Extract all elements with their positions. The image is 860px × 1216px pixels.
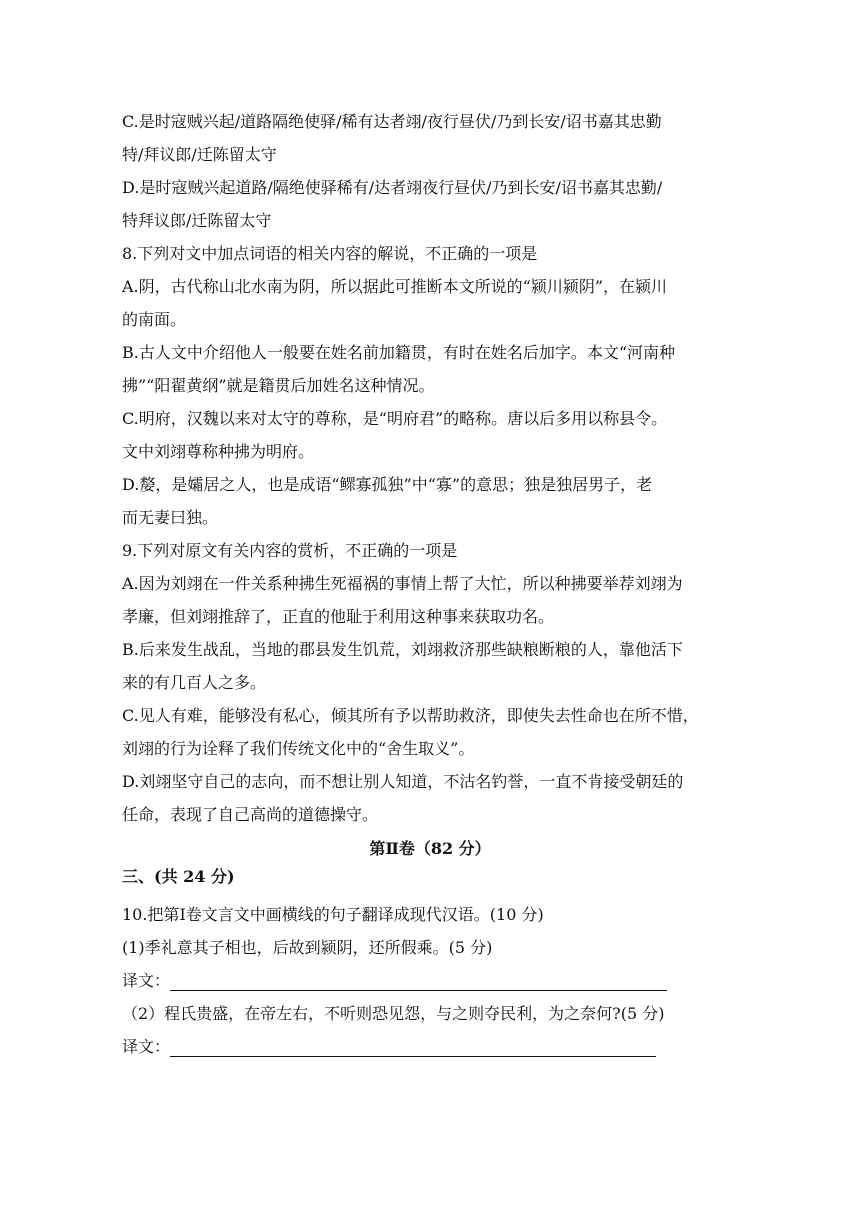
q9-option-d-line-1: D.刘翊坚守自己的志向，而不想让别人知道，不沽名钓誉，一直不肯接受朝廷的 bbox=[122, 772, 684, 791]
q10-answer-1-row bbox=[122, 971, 667, 991]
section-3-title: 三、(共 24 分) bbox=[122, 867, 235, 886]
answer-label: 译文： bbox=[122, 971, 171, 990]
q8-option-a-line-2: 的南面。 bbox=[122, 310, 187, 329]
q9-option-c-line-2: 刘翊的行为诠释了我们传统文化中的“舍生取义”。 bbox=[122, 739, 475, 758]
q10-sentence-2: （2）程氏贵盛，在帝左右，不听则恐见怨，与之则夺民利，为之奈何?(5 分) bbox=[122, 1004, 665, 1023]
q10-answer-2-row bbox=[122, 1037, 656, 1057]
q7-option-d-line-2: 特拜议郎/迁陈留太守 bbox=[122, 211, 272, 230]
q8-option-d-line-1: D.嫠，是孀居之人，也是成语“鳏寡孤独”中“寡”的意思；独是独居男子，老 bbox=[122, 475, 653, 494]
q8-stem: 8.下列对文中加点词语的相关内容的解说，不正确的一项是 bbox=[122, 244, 538, 263]
q8-option-a-line-1: A.阴，古代称山北水南为阴，所以据此可推断本文所说的“颍川颍阴”，在颍川 bbox=[122, 277, 668, 296]
q9-option-b-line-1: B.后来发生战乱，当地的郡县发生饥荒，刘翊救济那些缺粮断粮的人，靠他活下 bbox=[122, 640, 683, 659]
answer-blank-1[interactable] bbox=[170, 972, 667, 991]
q8-option-d-line-2: 而无妻曰独。 bbox=[122, 508, 219, 527]
q8-option-b-line-1: B.古人文中介绍他人一般要在姓名前加籍贯，有时在姓名后加字。本文“河南种 bbox=[122, 343, 676, 362]
q9-stem: 9.下列对原文有关内容的赏析，不正确的一项是 bbox=[122, 541, 458, 560]
answer-label: 译文： bbox=[122, 1037, 171, 1056]
q9-option-c-line-1: C.见人有难，能够没有私心，倾其所有予以帮助救济，即使失去性命也在所不惜， bbox=[122, 706, 699, 725]
q8-option-c-line-2: 文中刘翊尊称种拂为明府。 bbox=[122, 442, 315, 461]
q7-option-c-line-1: C.是时寇贼兴起/道路隔绝使驿/稀有达者翊/夜行昼伏/乃到长安/诏书嘉其忠勤 bbox=[122, 112, 662, 131]
q9-option-b-line-2: 来的有几百人之多。 bbox=[122, 673, 267, 692]
answer-blank-2[interactable] bbox=[170, 1038, 656, 1057]
q7-option-c-line-2: 特/拜议郎/迁陈留太守 bbox=[122, 145, 277, 164]
q8-option-c-line-1: C.明府，汉魏以来对太守的尊称，是“明府君”的略称。唐以后多用以称县令。 bbox=[122, 409, 668, 428]
q9-option-a-line-1: A.因为刘翊在一件关系种拂生死福祸的事情上帮了大忙，所以种拂要举荐刘翊为 bbox=[122, 574, 683, 593]
part-2-title: 第Ⅱ卷（82 分） bbox=[369, 839, 491, 858]
q9-option-d-line-2: 任命，表现了自己高尚的道德操守。 bbox=[122, 805, 379, 824]
q10-sentence-1: (1)季礼意其子相也，后故到颍阴，还所假乘。(5 分) bbox=[122, 938, 493, 957]
q7-option-d-line-1: D.是时寇贼兴起道路/隔绝使驿稀有/达者翊夜行昼伏/乃到长安/诏书嘉其忠勤/ bbox=[122, 178, 663, 197]
q10-stem: 10.把第Ⅰ卷文言文中画横线的句子翻译成现代汉语。(10 分) bbox=[122, 905, 544, 924]
q9-option-a-line-2: 孝廉，但刘翊推辞了，正直的他耻于利用这种事来获取功名。 bbox=[122, 607, 555, 626]
q8-option-b-line-2: 拂”“阳翟黄纲”就是籍贯后加姓名这种情况。 bbox=[122, 376, 435, 395]
